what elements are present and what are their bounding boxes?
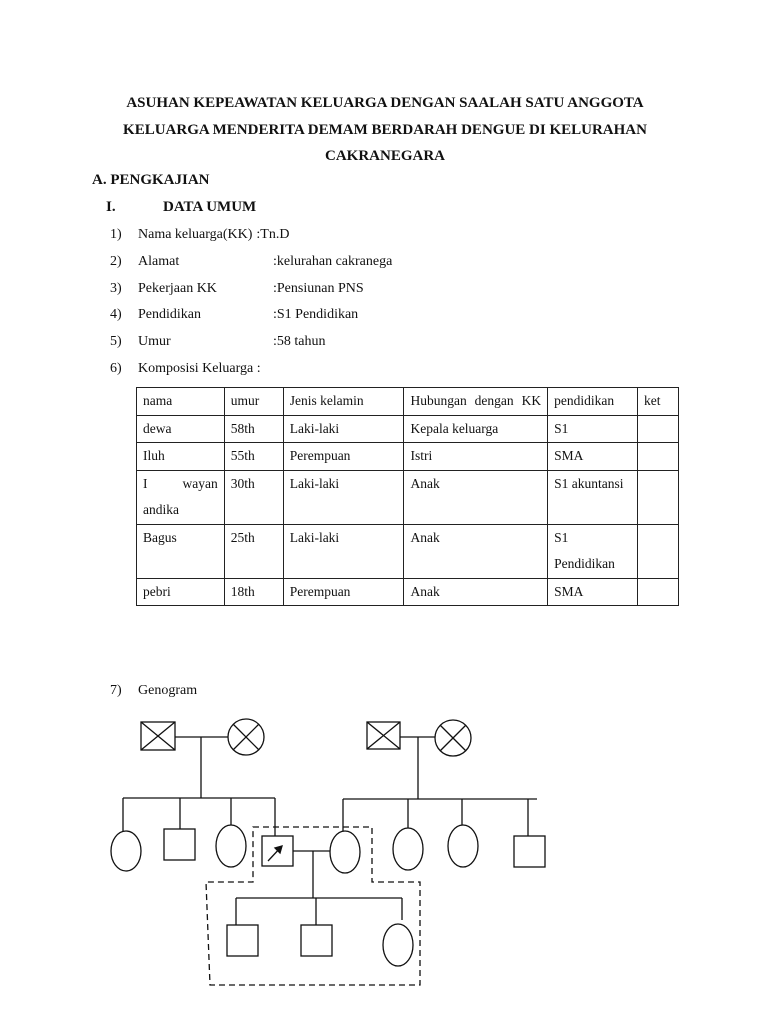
document-title [90, 90, 680, 170]
table-cell: Iluh [137, 443, 225, 471]
table-header-row [137, 388, 679, 416]
item-label: Komposisi Keluarga : [138, 361, 261, 376]
item-number: 2) [110, 254, 122, 269]
table-cell: 25th [224, 524, 283, 578]
table-cell: Laki-laki [283, 470, 404, 524]
table-cell: Laki-laki [283, 524, 404, 578]
header-cell: umur [224, 388, 283, 416]
item-number: 7) [110, 683, 122, 698]
table-cell: 30th [224, 470, 283, 524]
section-i-number: I. [106, 199, 116, 215]
table-cell [638, 415, 679, 443]
male-sibling-symbol [164, 829, 195, 860]
item-number: 1) [110, 227, 122, 242]
head-of-family-symbol [262, 836, 293, 866]
table-row [137, 578, 679, 606]
table-cell [638, 443, 679, 471]
daughter-symbol [383, 924, 413, 966]
table-cell: S1 Pendidikan [548, 524, 638, 578]
female-sibling-symbol [393, 828, 423, 870]
list-item [110, 254, 392, 270]
table-row [137, 443, 679, 471]
table-cell: Kepala keluarga [404, 415, 548, 443]
item-number: 3) [110, 281, 122, 296]
family-composition-table [136, 387, 679, 606]
item-label: Alamat [138, 254, 180, 269]
table-cell: Bagus [137, 524, 225, 578]
section-a-heading: A. PENGKAJIAN [92, 172, 210, 188]
table-cell: Anak [404, 578, 548, 606]
female-sibling-symbol [111, 831, 141, 871]
table-cell: S1 [548, 415, 638, 443]
wife-symbol [330, 831, 360, 873]
item-number: 4) [110, 307, 122, 322]
item-value: :S1 Pendidikan [273, 307, 359, 322]
list-item [110, 683, 197, 699]
table-row [137, 524, 679, 578]
table-cell: 58th [224, 415, 283, 443]
female-sibling-symbol [448, 825, 478, 867]
list-item [110, 361, 261, 377]
table-cell: dewa [137, 415, 225, 443]
list-item [110, 307, 358, 323]
table-cell: SMA [548, 443, 638, 471]
table-cell: S1 akuntansi [548, 470, 638, 524]
table-cell: Anak [404, 470, 548, 524]
item-label: Pekerjaan KK [138, 281, 217, 296]
section-i-heading [106, 199, 256, 216]
header-cell: ket [638, 388, 679, 416]
table-row [137, 415, 679, 443]
table-cell [638, 524, 679, 578]
table-cell: 18th [224, 578, 283, 606]
item-number: 6) [110, 361, 122, 376]
header-cell: Hubungan dengan KK [404, 388, 548, 416]
female-sibling-symbol [216, 825, 246, 867]
item-value: :58 tahun [273, 334, 326, 349]
item-label: Genogram [138, 683, 198, 698]
table-cell: pebri [137, 578, 225, 606]
table-row [137, 470, 679, 524]
list-item [110, 281, 364, 297]
genogram-diagram [0, 700, 768, 1000]
title-line-3: CAKRANEGARA [325, 148, 445, 164]
header-cell: nama [137, 388, 225, 416]
item-number: 5) [110, 334, 122, 349]
list-item [110, 334, 326, 350]
item-value: :Tn.D [256, 227, 290, 242]
item-label: Nama keluarga(KK) [138, 227, 253, 242]
header-cell: Jenis kelamin [283, 388, 404, 416]
header-cell: pendidikan [548, 388, 638, 416]
item-value: :Pensiunan PNS [273, 281, 364, 296]
table-cell: 55th [224, 443, 283, 471]
table-cell: Anak [404, 524, 548, 578]
table-cell: SMA [548, 578, 638, 606]
table-cell [638, 470, 679, 524]
item-label: Pendidikan [138, 307, 201, 322]
male-sibling-symbol [514, 836, 545, 867]
table-cell: Laki-laki [283, 415, 404, 443]
section-i-label: DATA UMUM [163, 199, 257, 215]
table-cell [638, 578, 679, 606]
son-symbol [301, 925, 332, 956]
table-cell: Perempuan [283, 443, 404, 471]
table-cell: I wayan andika [137, 470, 225, 524]
item-label: Umur [138, 334, 171, 349]
list-item [110, 227, 289, 243]
table-cell: Istri [404, 443, 548, 471]
deceased-grandfather-symbol [141, 722, 175, 750]
son-symbol [227, 925, 258, 956]
title-line-2: KELUARGA MENDERITA DEMAM BERDARAH DENGUE DI KELURAHAN [123, 121, 647, 138]
deceased-grandmother-symbol [228, 719, 264, 755]
item-value: :kelurahan cakranega [273, 254, 393, 269]
table-cell: Perempuan [283, 578, 404, 606]
title-line-1: ASUHAN KEPEAWATAN KELUARGA DENGAN SAALAH SATU ANGGOTA [126, 95, 644, 111]
deceased-grandmother-symbol [435, 720, 471, 756]
deceased-grandfather-symbol [367, 722, 400, 749]
